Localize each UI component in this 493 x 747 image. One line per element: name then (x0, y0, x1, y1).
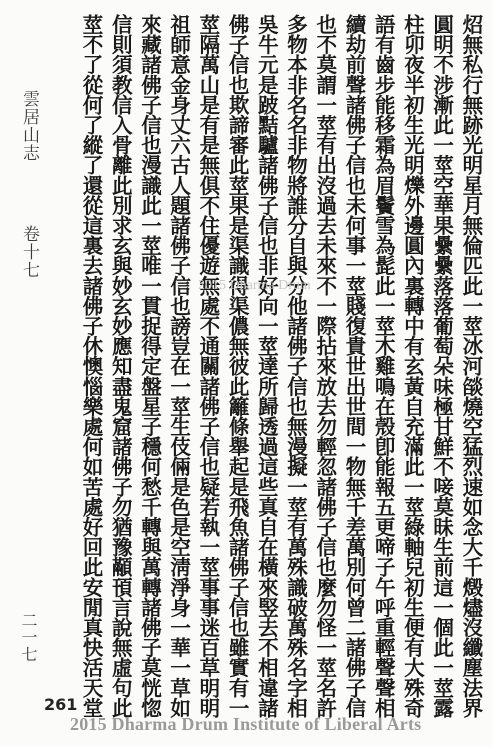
text-column-1: 炤無私行無跡光明星月無倫匹此一莖冰河燄燒空猛烈速如念大千燬燼沒纖塵法界 (458, 14, 483, 718)
text-column-5: 續劫前聲諸佛子信也未何事一莖賤復貴世出世間一物無千差萬別何曾二諸佛子信 (341, 14, 366, 718)
text-column-11: 祖師意金身丈六古人題諸佛子信也謗豈在一莖生伎倆是色是空淸淨身一華一草如 (166, 14, 191, 718)
text-column-4: 語有齒步能移霜為眉鬢雪為髭此一莖木雞鳴在殼卽能報五更啼子午呼重輕聲聲相 (371, 14, 396, 718)
bottom-watermark: 2015 Dharma Drum Institute of Liberal Arts (70, 714, 422, 734)
chinese-page-number: 二一七 (19, 612, 38, 663)
text-column-6: 也不莫謂一莖有出沒過去未來不一際拈來放去勿輕忽諸佛子信也麼勿怪一莖名許 (312, 14, 337, 718)
running-header (20, 90, 37, 279)
text-column-12: 來藏諸佛子信也漫識此一莖唯一貫捉得定盤星子穩何愁千轉與萬轉諸佛子莫恍惚 (137, 14, 162, 718)
text-column-3: 柱卯夜半初生光明爍外邊圓內裏轉中有玄黃自充滿此一莖綠軸兒初生便有大殊奇 (400, 14, 425, 718)
main-text-columns (79, 14, 483, 718)
text-column-2: 圓明不涉漸此一莖空華果纍纍落落葡萄朵味極甘鮮不唼莫昧生前這一個此一莖露 (429, 14, 454, 718)
volume-label: 卷十七 (19, 225, 39, 279)
book-title: 雲居山志 (19, 90, 39, 162)
center-watermark: 2015 Dharma Drum (198, 278, 311, 293)
folio-number: 261 (44, 695, 78, 714)
text-column-8: 吳牛元是跛黠驢諸佛子信也非好向一莖達所歸透過這些真自在橫來竪去不相違諸 (254, 14, 279, 718)
text-column-13: 信則須教信入骨離此別求玄與妙玄妙應知盡鬼窟諸佛子勿猶豫顢頇言說無虛句此 (108, 14, 133, 718)
text-column-14: 莖不了從何了縱了還從這裏去諸佛子休懊惱樂處何如苦處好回此安閒真快活天堂 (79, 14, 103, 718)
text-column-7: 多物本非名名非物將誰分自與分他諸佛子信也無漫擬一莖有萬殊識破萬殊名字相 (283, 14, 308, 718)
text-column-9: 佛子信也欺諦審此莖果是渠識得渠儂無彼此籬條舉起是飛魚諸佛子信也雖實有一 (225, 14, 250, 718)
text-column-10: 莖隔萬山是有是無俱不住優遊無處不通關諸佛子信也疑若執一莖事事迷百草明明 (195, 14, 220, 718)
